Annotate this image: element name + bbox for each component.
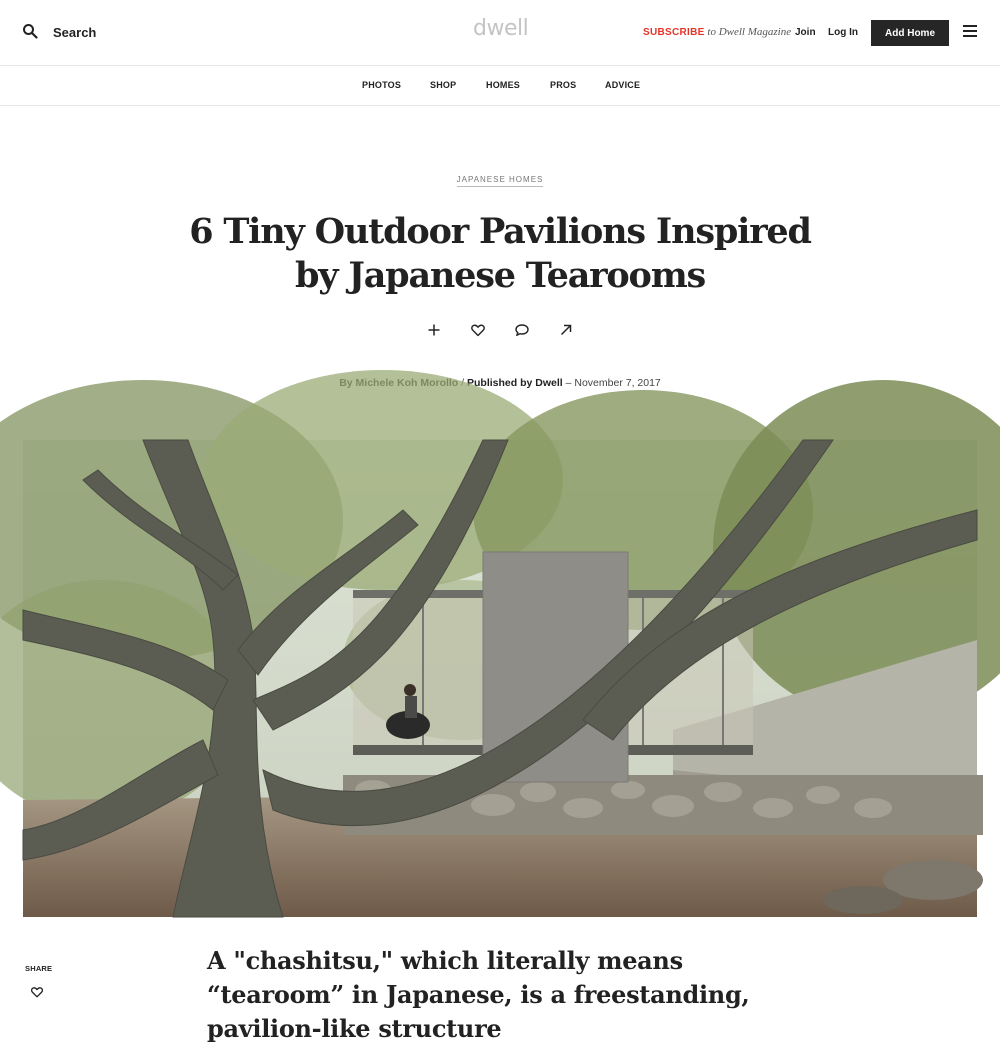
nav-item-homes[interactable]: HOMES — [486, 80, 521, 90]
like-button[interactable] — [470, 322, 486, 338]
heart-icon — [470, 322, 486, 338]
byline-date: November 7, 2017 — [574, 377, 661, 389]
subscribe-link[interactable] — [643, 26, 791, 38]
nav-item-pros[interactable]: PROS — [550, 80, 577, 90]
nav-item-advice[interactable]: ADVICE — [605, 80, 641, 90]
comment-button[interactable] — [514, 322, 530, 338]
nav-item-shop[interactable]: SHOP — [430, 80, 457, 90]
subscribe-label: SUBSCRIBE — [643, 27, 705, 38]
article-actions — [0, 322, 1000, 340]
byline-dash: – — [562, 377, 575, 389]
share-arrow-icon — [558, 322, 574, 338]
title-line-1: 6 Tiny Outdoor Pavilions Inspired — [189, 211, 811, 252]
category-tag[interactable]: JAPANESE HOMES — [457, 175, 544, 187]
save-button[interactable] — [426, 322, 442, 338]
dwell-logo[interactable]: dwell — [473, 16, 529, 41]
nav-item-photos[interactable]: PHOTOS — [362, 80, 402, 90]
comment-icon — [514, 322, 530, 338]
join-link[interactable]: Join — [795, 27, 816, 38]
main-nav — [0, 66, 1000, 106]
hero-image[interactable] — [23, 440, 977, 917]
hamburger-menu-icon[interactable] — [963, 25, 977, 37]
byline-publisher[interactable]: Published by Dwell — [467, 377, 563, 389]
share-like-button[interactable] — [30, 985, 44, 999]
subscribe-tagline: to Dwell Magazine — [707, 26, 792, 38]
login-link[interactable]: Log In — [828, 27, 858, 38]
site-header — [0, 0, 1000, 66]
add-home-button[interactable]: Add Home — [871, 20, 949, 46]
heart-icon — [30, 985, 44, 999]
search-icon — [22, 23, 38, 39]
plus-icon — [426, 322, 442, 338]
search-button[interactable] — [22, 22, 96, 40]
share-button[interactable] — [558, 322, 574, 338]
hero-photo-pavilion — [23, 440, 977, 917]
category-tag-wrap — [0, 169, 1000, 187]
share-label: SHARE — [25, 964, 53, 973]
article-lead-paragraph: A "chashitsu," which literally means “tearoom” in Japanese, is a freestanding, pavilion-like structure — [207, 946, 750, 1043]
search-label: Search — [53, 25, 97, 40]
article-title — [150, 210, 850, 298]
title-line-2: by Japanese Tearooms — [294, 255, 706, 296]
